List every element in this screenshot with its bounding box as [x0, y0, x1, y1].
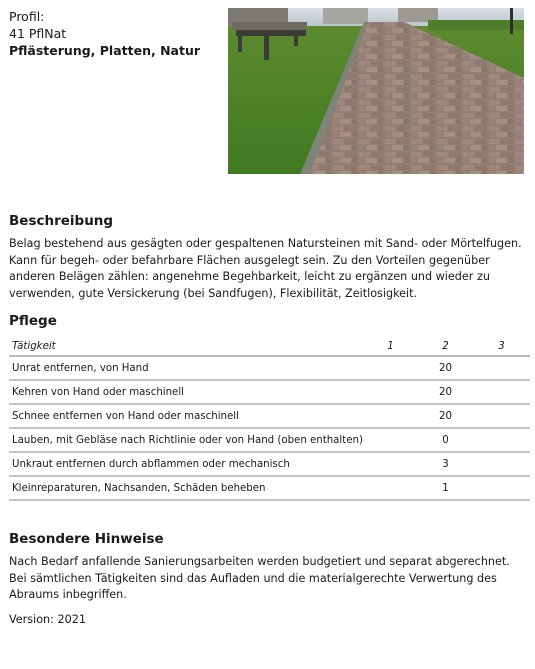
value-cell-1 — [363, 404, 418, 428]
value-cell-3 — [473, 476, 530, 500]
task-cell: Unrat entfernen, von Hand — [9, 356, 363, 380]
care-table-header — [9, 337, 530, 356]
task-cell: Lauben, mit Gebläse nach Richtlinie oder von Hand (oben enthalten) — [9, 428, 363, 452]
value-cell-3 — [473, 356, 530, 380]
value-cell-3 — [473, 380, 530, 404]
value-cell-3 — [473, 428, 530, 452]
profile-block — [9, 8, 200, 59]
value-cell-1 — [363, 476, 418, 500]
task-cell: Unkraut entfernen durch abflammen oder mechanisch — [9, 452, 363, 476]
notes-heading: Besondere Hinweise — [9, 531, 164, 547]
task-cell: Kehren von Hand oder maschinell — [9, 380, 363, 404]
value-cell-2: 3 — [418, 452, 473, 476]
column-header-task: Tätigkeit — [9, 337, 363, 356]
table-row — [9, 380, 530, 404]
value-cell-2: 0 — [418, 428, 473, 452]
table-row — [9, 452, 530, 476]
profile-code: 41 PflNat — [9, 26, 67, 41]
value-cell-3 — [473, 404, 530, 428]
value-cell-1 — [363, 452, 418, 476]
task-cell: Schnee entfernen von Hand oder maschinell — [9, 404, 363, 428]
value-cell-1 — [363, 356, 418, 380]
value-cell-3 — [473, 452, 530, 476]
care-table — [9, 337, 530, 501]
task-cell: Kleinreparaturen, Nachsanden, Schäden beheben — [9, 476, 363, 500]
table-row — [9, 476, 530, 500]
value-cell-2: 1 — [418, 476, 473, 500]
cobblestone-path-photo — [228, 8, 524, 174]
description-text: Belag bestehend aus gesägten oder gespaltenen Natursteinen mit Sand- oder Mörtelfugen. Kann für begeh- oder befahrbare Flächen ausgelegt sein. Zu den Vorteilen gegenüber anderen Belägen zählen: angenehme Begehbarkeit, leicht zu ergänzen und wieder zu verwenden, gute Versickerung (bei Sandfugen), Flexibilität, Zeitlosigkeit. — [9, 237, 522, 300]
column-header-2: 2 — [418, 337, 473, 356]
column-header-1: 1 — [363, 337, 418, 356]
care-heading: Pflege — [9, 313, 57, 329]
notes-text: Nach Bedarf anfallende Sanierungsarbeiten werden budgetiert und separat abgerechnet. Bei sämtlichen Tätigkeiten sind das Aufladen und die materialgerechte Verwertung des Abraums inbegriffen. — [9, 555, 510, 601]
version-label: Version: 2021 — [9, 613, 86, 626]
profile-label: Profil: — [9, 9, 45, 24]
column-header-3: 3 — [473, 337, 530, 356]
table-row — [9, 404, 530, 428]
table-row — [9, 428, 530, 452]
table-row — [9, 356, 530, 380]
value-cell-2: 20 — [418, 404, 473, 428]
description-heading: Beschreibung — [9, 213, 114, 229]
value-cell-2: 20 — [418, 356, 473, 380]
value-cell-1 — [363, 380, 418, 404]
value-cell-2: 20 — [418, 380, 473, 404]
value-cell-1 — [363, 428, 418, 452]
profile-name: Pflästerung, Platten, Natur — [9, 43, 201, 58]
